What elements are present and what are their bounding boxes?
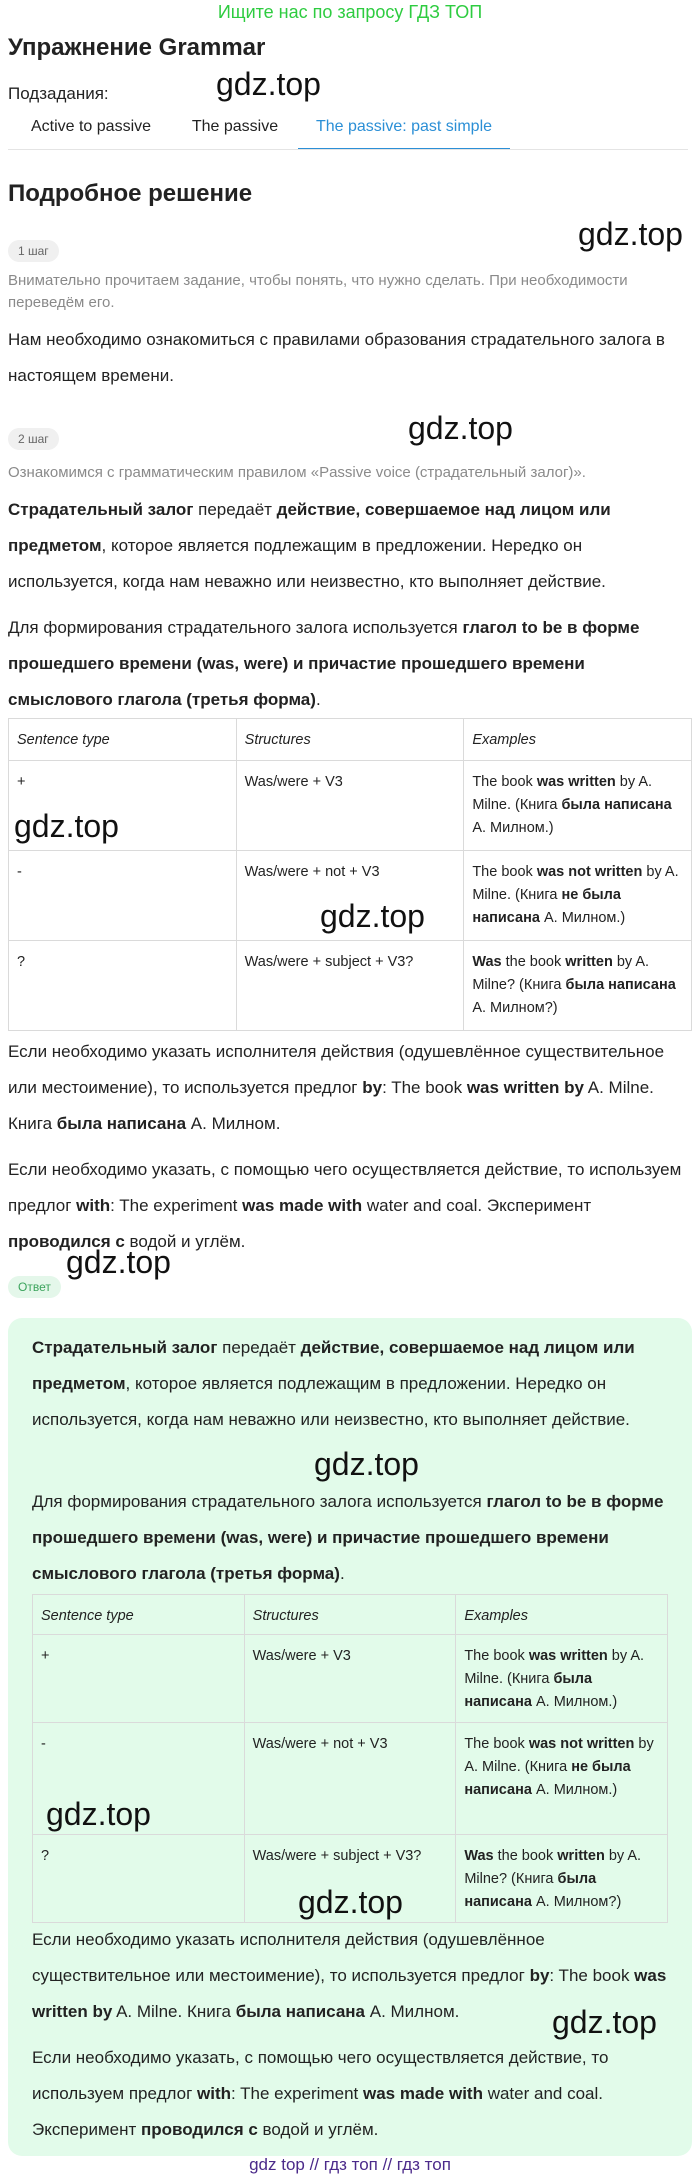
answer-badge: Ответ xyxy=(8,1276,61,1298)
watermark: gdz.top xyxy=(578,216,683,252)
step-1-badge: 1 шаг xyxy=(8,240,59,262)
step-2-badge: 2 шаг xyxy=(8,428,59,450)
watermark: gdz.top xyxy=(408,410,513,446)
watermark: gdz.top xyxy=(320,898,425,934)
table-header: Sentence type xyxy=(9,719,237,761)
sentence-type: - xyxy=(9,851,237,941)
rule-paragraph-1 xyxy=(8,492,692,600)
structure: Was/were + V3 xyxy=(236,761,464,851)
text: Для формирования страдательного залога используется xyxy=(8,618,463,637)
subtasks-label: Подзадания: xyxy=(8,84,109,103)
bold-text: действие, совершаемое над лицом или предметом xyxy=(8,500,611,555)
step-2-hint: Ознакомимся с грамматическим правилом «Passive voice (страдательный залог)». xyxy=(8,464,586,481)
answer-paragraph-4: Если необходимо указать, с помощью чего осуществляется действие, то используем предлог with: The experiment was made with water and coal. Эксперимент проводился с водой и углём. xyxy=(32,2048,609,2139)
tabs-divider xyxy=(8,149,688,150)
answer-paragraph-2: Для формирования страдательного залога используется глагол to be в форме прошедшего времени (was, were) и причастие прошедшего времени смыслового глагола (третья форма). xyxy=(32,1492,664,1583)
sentence-type: ? xyxy=(9,941,237,1031)
sentence-type: + xyxy=(9,761,237,851)
structure: Was/were + not + V3 xyxy=(244,1723,456,1835)
table-header: Structures xyxy=(236,719,464,761)
search-banner: Ищите нас по запросу ГДЗ ТОП xyxy=(217,2,483,22)
example: The book was not written by A. Milne. (Книга не была написана А. Милном.) xyxy=(464,851,692,941)
step-1-hint: Внимательно прочитаем задание, чтобы понять, что нужно сделать. При необходимости переведём его. xyxy=(8,272,628,311)
table-header: Examples xyxy=(464,719,692,761)
structure: Was/were + subject + V3? xyxy=(244,1835,456,1923)
watermark: gdz.top xyxy=(216,66,321,102)
table-row xyxy=(33,1635,668,1723)
answer-paragraph-3: Если необходимо указать исполнителя действия (одушевлённое существительное или местоимение), то используется предлог by: The book was written by A. Milne. Книга была написана А. Милном. xyxy=(32,1930,667,2021)
rule-table xyxy=(8,718,692,1031)
watermark: gdz.top xyxy=(552,2004,657,2040)
text: передаёт xyxy=(193,500,277,519)
table-header: Sentence type xyxy=(33,1595,245,1635)
structure: Was/were + V3 xyxy=(244,1635,456,1723)
sentence-type: ? xyxy=(33,1835,245,1923)
example: The book was written by A. Milne. (Книга была написана А. Милном.) xyxy=(456,1635,668,1723)
example: The book was written by A. Milne. (Книга была написана А. Милном.) xyxy=(464,761,692,851)
bold-text: Страдательный залог xyxy=(8,500,194,519)
table-header: Structures xyxy=(244,1595,456,1635)
watermark: gdz.top xyxy=(46,1796,151,1832)
rule-paragraph-3: Если необходимо указать исполнителя действия (одушевлённое существительное или местоимение), то используется предлог by: The book was written by A. Milne. Книга была написана А. Милном. xyxy=(8,1042,665,1133)
answer-paragraph-1: Страдательный залог передаёт действие, совершаемое над лицом или предметом, которое является подлежащим в предложении. Нередко он используется, когда нам неважно или неизвестно, кто выполняет действие. xyxy=(32,1338,635,1429)
watermark: gdz.top xyxy=(14,808,119,844)
text: . xyxy=(315,690,321,709)
footer-links[interactable]: gdz top // гдз топ // гдз топ xyxy=(249,2155,451,2174)
solution-title: Подробное решение xyxy=(8,180,253,207)
page-title: Упражнение Grammar xyxy=(8,34,266,61)
watermark: gdz.top xyxy=(298,1884,403,1920)
tab-passive-past-simple[interactable]: The passive: past simple xyxy=(298,110,510,150)
example: Was the book written by A. Milne? (Книга была написана А. Милном?) xyxy=(464,941,692,1031)
watermark: gdz.top xyxy=(314,1446,419,1482)
step-1-text: Нам необходимо ознакомиться с правилами образования страдательного залога в настоящем времени. xyxy=(8,330,665,385)
sentence-type: + xyxy=(33,1635,245,1723)
tab-active-to-passive[interactable]: Active to passive xyxy=(30,118,152,135)
table-row xyxy=(9,941,692,1031)
example: The book was not written by A. Milne. (Книга не была написана А. Милном.) xyxy=(456,1723,668,1835)
text: , которое является подлежащим в предложении. Нередко он используется, когда нам неважно или неизвестно, кто выполняет действие. xyxy=(8,536,606,591)
structure: Was/were + subject + V3? xyxy=(236,941,464,1031)
structure: Was/were + not + V3 xyxy=(236,851,464,941)
rule-paragraph-4: Если необходимо указать, с помощью чего осуществляется действие, то используем предлог with: The experiment was made with water and coal. Эксперимент проводился с водой и углём. xyxy=(8,1160,682,1251)
bold-text: глагол to be в форме прошедшего времени (was, were) и причастие прошедшего времени смыслового глагола (третья форма) xyxy=(8,618,640,709)
sentence-type: - xyxy=(33,1723,245,1835)
example: Was the book written by A. Milne? (Книга была написана А. Милном?) xyxy=(456,1835,668,1923)
answer-table xyxy=(32,1594,668,1923)
table-header: Examples xyxy=(456,1595,668,1635)
table-header-row xyxy=(33,1595,668,1635)
tab-the-passive[interactable]: The passive xyxy=(191,118,279,135)
table-header-row xyxy=(9,719,692,761)
rule-paragraph-2 xyxy=(8,610,692,718)
watermark: gdz.top xyxy=(66,1244,171,1280)
